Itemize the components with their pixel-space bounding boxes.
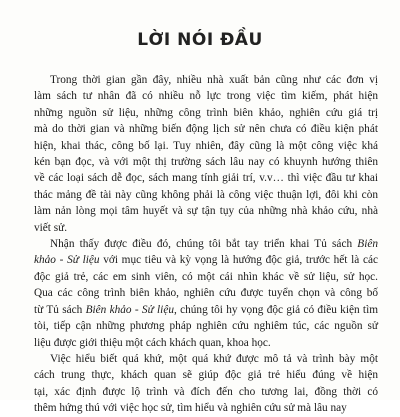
- text-line: cách trung thực, khách quan sẽ giúp độc giả trẻ hiểu đúng về hiện: [34, 369, 378, 382]
- text-line: tại, xác định được lộ trình và đích đến cho tương lai, đồng thời có: [34, 385, 378, 398]
- text-line: những nguồn sử liệu, những công trình biên khảo, nghiên cứu giá trị: [34, 106, 378, 119]
- text-line: Qua các công trình biên khảo, nghiên cứu được tuyển chọn và công bố: [34, 287, 378, 300]
- page-title: LỜI NÓI ĐẦU: [137, 30, 263, 50]
- text-line: liệu được giới thiệu một cách khách quan, khoa học.: [34, 336, 271, 349]
- text-line: Việc hiểu biết quá khứ, một quá khứ được mô tả và trình bày một: [50, 352, 378, 365]
- text-line: làm sách tư nhân đã có nhiều nỗ lực trong việc tìm kiếm, phát hiện: [34, 90, 378, 103]
- text-segment: với mục tiêu và kỳ vọng là hướng độc giả, trước hết là các: [99, 254, 378, 267]
- paragraph-3: [34, 351, 378, 417]
- series-name: khảo - Sử liệu: [34, 254, 100, 267]
- text-line: [34, 252, 378, 268]
- text-line: mà do thời gian và những biến động lịch sử nên chưa có điều kiện phát: [34, 123, 378, 136]
- preface-body: [34, 72, 378, 417]
- series-name: Biên: [357, 238, 378, 251]
- text-segment: từ Tủ sách: [34, 303, 86, 316]
- text-line: làm nản lòng mọi tâm huyết và sự tận tụy của những nhà khảo cứu, nhà: [34, 205, 378, 218]
- text-line: [34, 236, 378, 252]
- text-line: kén bạn đọc, và với một thị trường sách lâu nay có khuynh hướng thiên: [34, 156, 378, 169]
- text-line: thác mảng đề tài này cũng không phải là công việc thuận lợi, đôi khi còn: [34, 188, 378, 201]
- text-segment: Nhận thấy được điều đó, chúng tôi bắt tay triển khai Tủ sách: [50, 238, 358, 251]
- text-line: thêm hứng thú với việc học sử, tìm hiểu và nghiên cứu sử mà lâu nay: [34, 402, 347, 415]
- text-line: [34, 302, 378, 318]
- paragraph-2: [34, 236, 378, 351]
- text-line: về các loại sách dễ đọc, sách mang tính giải trí, v.v… thì việc đầu tư khai: [34, 172, 378, 185]
- text-line: hiện, khai thác, công bố lại. Tuy nhiên, đây cũng là một công việc khá: [34, 139, 378, 152]
- series-name: Biên khảo - Sử liệu: [85, 303, 174, 316]
- text-line: tòi, tiếp cận những phương pháp nghiên cứu nghiêm túc, các nguồn sử: [34, 320, 378, 333]
- paragraph-1: [34, 72, 378, 236]
- text-line: độc giả trẻ, các em sinh viên, có một cái nhìn khác về sử liệu, sử học.: [34, 270, 378, 283]
- text-segment: , chúng tôi hy vọng độc giả có điều kiện tìm: [173, 303, 378, 316]
- text-line: Trong thời gian gần đây, nhiều nhà xuất bản cũng như các đơn vị: [50, 74, 378, 86]
- text-line: viết sử.: [34, 221, 68, 234]
